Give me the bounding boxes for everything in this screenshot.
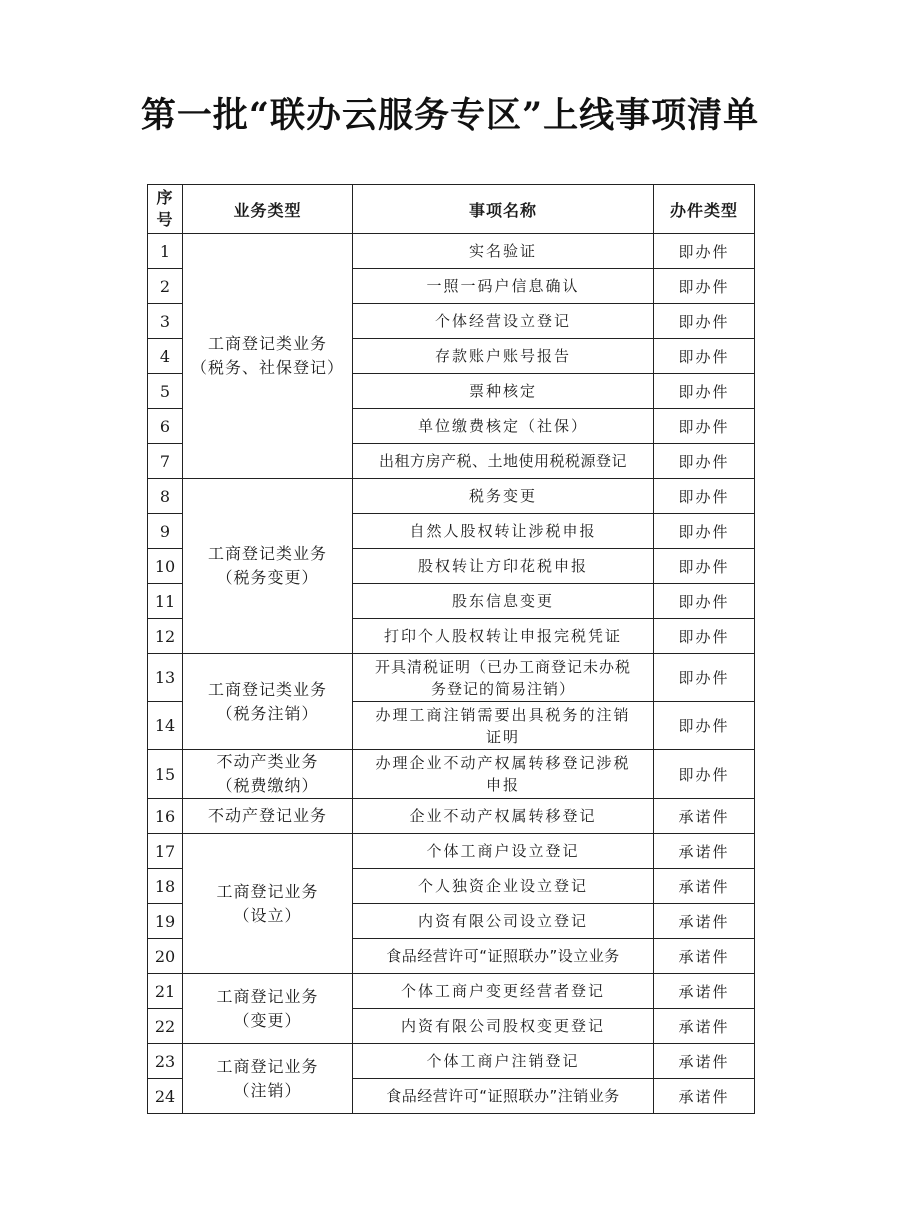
category-cell [183, 234, 353, 479]
item-type: 承诺件 [654, 904, 755, 939]
item-name: 票种核定 [353, 374, 654, 409]
type-column-header: 办件类型 [654, 185, 755, 234]
table-header-row [148, 185, 755, 234]
category-column-header: 业务类型 [183, 185, 353, 234]
item-name: 个体工商户设立登记 [353, 834, 654, 869]
row-seq: 15 [148, 750, 183, 799]
row-seq: 7 [148, 444, 183, 479]
table-row [148, 234, 755, 269]
category-line1: 不动产类业务 [216, 752, 319, 771]
row-seq: 8 [148, 479, 183, 514]
item-type: 承诺件 [654, 834, 755, 869]
item-name-line2: 务登记的简易注销） [430, 679, 575, 698]
item-name: 股东信息变更 [353, 584, 654, 619]
item-type: 即办件 [654, 549, 755, 584]
item-type: 承诺件 [654, 869, 755, 904]
row-seq: 10 [148, 549, 183, 584]
category-line1: 工商登记类业务 [207, 334, 327, 353]
table-row [148, 1044, 755, 1079]
item-name: 内资有限公司设立登记 [353, 904, 654, 939]
item-name: 个人独资企业设立登记 [353, 869, 654, 904]
item-type: 即办件 [654, 444, 755, 479]
item-name [353, 702, 654, 750]
row-seq: 11 [148, 584, 183, 619]
item-type: 即办件 [654, 584, 755, 619]
item-type: 即办件 [654, 702, 755, 750]
item-type: 即办件 [654, 479, 755, 514]
item-name: 单位缴费核定（社保） [353, 409, 654, 444]
category-line1: 不动产登记业务 [207, 806, 327, 825]
item-type: 即办件 [654, 269, 755, 304]
table-row [148, 750, 755, 799]
item-type: 即办件 [654, 750, 755, 799]
row-seq: 13 [148, 654, 183, 702]
seq-header-line2: 号 [156, 210, 174, 229]
row-seq: 4 [148, 339, 183, 374]
category-line1: 工商登记业务 [216, 1056, 319, 1076]
item-name: 打印个人股权转让申报完税凭证 [353, 619, 654, 654]
item-name: 存款账户账号报告 [353, 339, 654, 374]
item-type: 承诺件 [654, 799, 755, 834]
item-name-line1: 办理工商注销需要出具税务的注销 [375, 705, 631, 724]
item-name: 食品经营许可“证照联办”设立业务 [353, 939, 654, 974]
category-line2: （税费缴纳） [216, 776, 319, 795]
item-type: 即办件 [654, 374, 755, 409]
item-name: 税务变更 [353, 479, 654, 514]
item-list-table [147, 184, 755, 1114]
item-name: 出租方房产税、土地使用税税源登记 [353, 444, 654, 479]
item-type: 即办件 [654, 514, 755, 549]
category-line2: （变更） [233, 1010, 302, 1030]
item-type: 即办件 [654, 339, 755, 374]
item-name [353, 654, 654, 702]
row-seq: 12 [148, 619, 183, 654]
category-line1: 工商登记业务 [216, 986, 319, 1006]
item-name: 实名验证 [353, 234, 654, 269]
category-cell [183, 799, 353, 834]
table-row [148, 834, 755, 869]
item-type: 承诺件 [654, 1044, 755, 1079]
item-name: 个体经营设立登记 [353, 304, 654, 339]
item-type: 承诺件 [654, 1009, 755, 1044]
item-name: 企业不动产权属转移登记 [353, 799, 654, 834]
row-seq: 16 [148, 799, 183, 834]
row-seq: 19 [148, 904, 183, 939]
item-name-line1: 开具清税证明（已办工商登记未办税 [374, 657, 631, 676]
row-seq: 22 [148, 1009, 183, 1044]
item-type: 承诺件 [654, 939, 755, 974]
category-line2: （注销） [233, 1080, 302, 1100]
category-cell [183, 1044, 353, 1114]
table-row [148, 974, 755, 1009]
item-name: 个体工商户变更经营者登记 [353, 974, 654, 1009]
row-seq: 20 [148, 939, 183, 974]
category-cell [183, 654, 353, 750]
item-name: 个体工商户注销登记 [353, 1044, 654, 1079]
item-type: 即办件 [654, 619, 755, 654]
item-type: 承诺件 [654, 1079, 755, 1114]
item-type: 即办件 [654, 409, 755, 444]
table-row [148, 799, 755, 834]
row-seq: 3 [148, 304, 183, 339]
row-seq: 1 [148, 234, 183, 269]
seq-column-header [148, 185, 183, 234]
item-type: 即办件 [654, 234, 755, 269]
item-name [353, 750, 654, 799]
item-column-header: 事项名称 [353, 185, 654, 234]
row-seq: 9 [148, 514, 183, 549]
item-name: 自然人股权转让涉税申报 [353, 514, 654, 549]
category-line1: 工商登记类业务 [207, 544, 327, 563]
seq-header-line1: 序 [156, 188, 174, 207]
category-line2: （税务注销） [216, 703, 319, 723]
table-row [148, 479, 755, 514]
item-name: 内资有限公司股权变更登记 [353, 1009, 654, 1044]
category-line2: （设立） [233, 905, 302, 925]
row-seq: 24 [148, 1079, 183, 1114]
table-row [148, 654, 755, 702]
category-line2: （税务、社保登记） [190, 358, 344, 377]
row-seq: 23 [148, 1044, 183, 1079]
category-line1: 工商登记类业务 [207, 679, 327, 699]
item-name: 股权转让方印花税申报 [353, 549, 654, 584]
item-type: 即办件 [654, 304, 755, 339]
row-seq: 14 [148, 702, 183, 750]
category-line1: 工商登记业务 [216, 881, 319, 901]
item-name-line2: 证明 [485, 727, 520, 746]
item-type: 承诺件 [654, 974, 755, 1009]
item-name-line1: 办理企业不动产权属转移登记涉税 [375, 754, 631, 772]
category-cell [183, 750, 353, 799]
category-line2: （税务变更） [216, 568, 319, 587]
page-title: 第一批“联办云服务专区”上线事项清单 [140, 95, 760, 136]
item-type: 即办件 [654, 654, 755, 702]
row-seq: 18 [148, 869, 183, 904]
row-seq: 17 [148, 834, 183, 869]
category-cell [183, 974, 353, 1044]
row-seq: 5 [148, 374, 183, 409]
item-name: 食品经营许可“证照联办”注销业务 [353, 1079, 654, 1114]
row-seq: 21 [148, 974, 183, 1009]
item-name: 一照一码户信息确认 [353, 269, 654, 304]
item-name-line2: 申报 [485, 776, 520, 794]
category-cell [183, 834, 353, 974]
row-seq: 2 [148, 269, 183, 304]
category-cell [183, 479, 353, 654]
row-seq: 6 [148, 409, 183, 444]
